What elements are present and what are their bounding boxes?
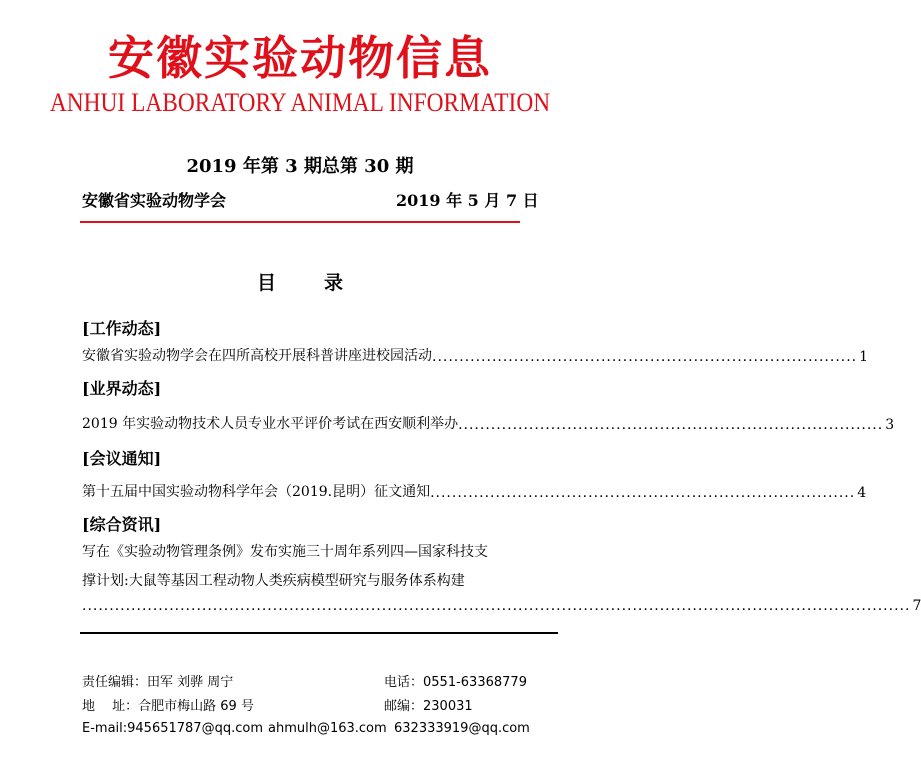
toc-section-heading: [业界动态] xyxy=(82,379,162,398)
address-label: 地 址： xyxy=(82,699,139,714)
phone-number: 0551-63368779 xyxy=(423,675,527,690)
publisher-society: 安徽省实验动物学会 xyxy=(82,191,227,210)
toc-page-number: 3 xyxy=(885,417,895,433)
toc-entry-text-line1[interactable]: 写在《实验动物管理条例》发布实施三十周年系列四—国家科技支 xyxy=(82,544,488,560)
footer-divider xyxy=(80,632,558,634)
editors-label: 责任编辑： xyxy=(82,675,148,690)
phone-label: 电话： xyxy=(384,675,424,690)
toc-entry-leader[interactable] xyxy=(82,598,921,614)
editors-names: 田军 刘骅 周宁 xyxy=(147,675,234,690)
toc-section-heading: [工作动态] xyxy=(82,319,162,338)
email-address[interactable]: 945651787@qq.com xyxy=(127,721,263,736)
toc-entry-text: 第十五届中国实验动物科学年会（2019.昆明）征文通知 xyxy=(82,484,431,500)
toc-page-number: 4 xyxy=(857,485,867,501)
toc-entry-text: 安徽省实验动物学会在四所高校开展科普讲座进校园活动 xyxy=(82,348,432,364)
toc-entry-text-line2[interactable]: 撑计划:大鼠等基因工程动物人类疾病模型研究与服务体系构建 xyxy=(82,573,465,589)
header-divider xyxy=(80,221,520,223)
toc-page-number: 1 xyxy=(859,349,869,365)
issue-number: 2019 年第 3 期总第 30 期 xyxy=(186,156,414,177)
journal-title-cn: 安徽实验动物信息 xyxy=(108,31,492,85)
toc-page-number: 7 xyxy=(912,598,921,614)
toc-section-heading: [会议通知] xyxy=(82,449,162,468)
address-line xyxy=(82,695,254,714)
address-value: 合肥市梅山路 69 号 xyxy=(138,699,254,714)
postcode-label: 邮编： xyxy=(384,699,424,714)
toc-section-heading: [综合资讯] xyxy=(82,515,162,534)
toc-title: 目录 xyxy=(256,272,391,294)
email-address[interactable]: 632333919@qq.com xyxy=(394,721,530,736)
toc-leader-dots: .............................................................................. xyxy=(458,417,884,433)
email-line xyxy=(82,721,263,736)
email-address[interactable]: ahmulh@163.com xyxy=(268,721,387,736)
editors-line xyxy=(82,671,233,690)
postcode-value: 230031 xyxy=(423,699,473,714)
toc-entry[interactable] xyxy=(82,345,869,365)
toc-entry[interactable] xyxy=(82,413,895,433)
toc-leader-dots: .............................................................................. xyxy=(432,349,858,365)
publication-date: 2019 年 5 月 7 日 xyxy=(396,191,539,210)
phone-line xyxy=(384,671,527,690)
postcode-line xyxy=(384,695,473,714)
toc-leader-dots: .............................................................................. xyxy=(430,485,856,501)
toc-entry-text: 2019 年实验动物技术人员专业水平评价考试在西安顺利举办 xyxy=(82,416,459,432)
journal-title-en: ANHUI LABORATORY ANIMAL INFORMATION xyxy=(49,88,551,117)
toc-leader-dots: ........................................................................................................................................................ xyxy=(82,598,911,614)
email-label: E-mail: xyxy=(82,721,128,736)
toc-entry[interactable] xyxy=(82,481,867,501)
